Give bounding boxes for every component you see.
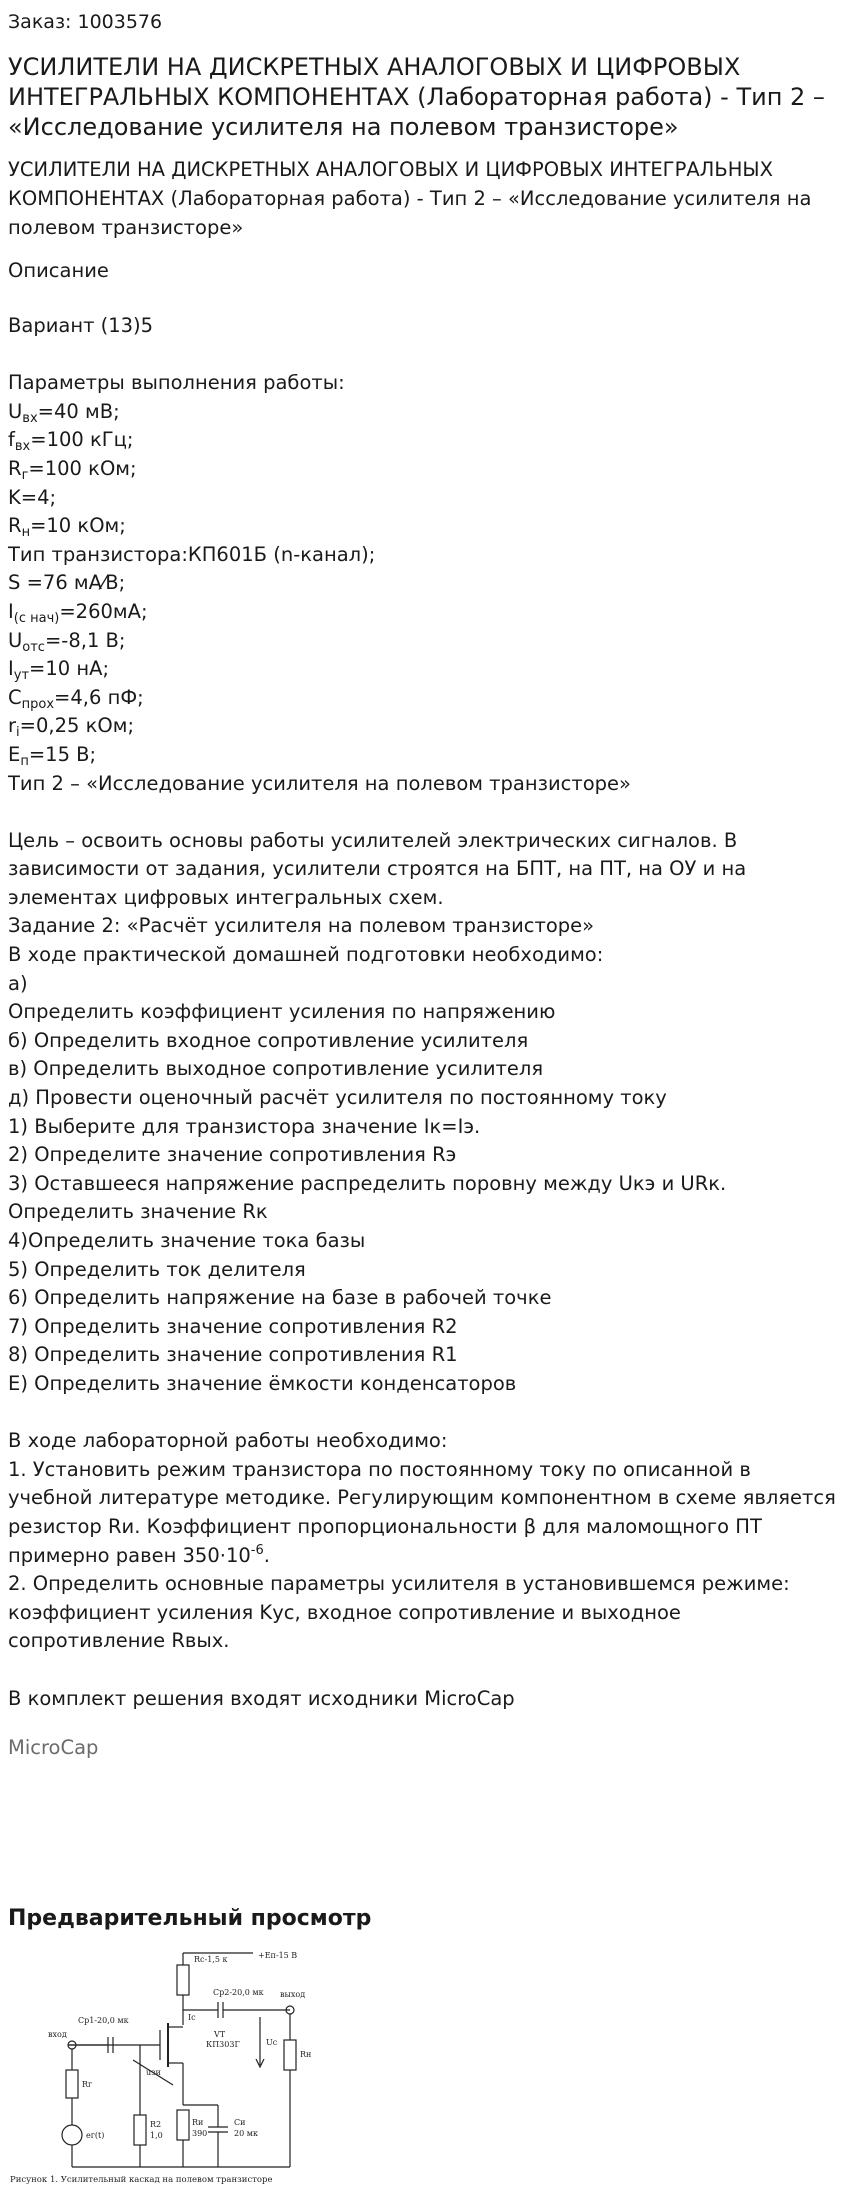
label-ri: Rи	[192, 2118, 204, 2127]
label-r2-value: 1,0	[150, 2131, 163, 2140]
param-s: S =76 мА⁄В;	[8, 571, 126, 595]
lab-item-1: 1. Установить режим транзистора по постоянному току по описанной в учебной литературе методике. Регулирующим компонентном в схеме является резистор Rи. Коэффициент пропорциональности β для маломощного ПТ примерно равен $350\cdot 10^{-6}$.	[8, 1457, 836, 1567]
description-body	[8, 312, 840, 1713]
label-en: +Eп-15 В	[258, 1951, 298, 1960]
label-cp1: Cр1-20,0 мк	[78, 2016, 129, 2025]
label-eg: eг(t)	[86, 2131, 105, 2140]
param-fvx: $f_{вх}=100$ кГц;	[8, 428, 134, 455]
label-vhod: вход	[48, 2030, 67, 2039]
home-item: в) Определить выходное сопротивление усилителя	[8, 1057, 544, 1081]
signal-source	[62, 2125, 82, 2145]
document	[8, 0, 840, 2185]
home-prep-header: В ходе практической домашней подготовки необходимо:	[8, 943, 604, 967]
figure-caption: Рисунок 1. Усилительный каскад на полевом транзисторе	[10, 2175, 273, 2185]
label-ci: Cи	[234, 2118, 246, 2127]
home-item: 8) Определить значение сопротивления R1	[8, 1343, 458, 1367]
label-uc: Uс	[266, 2038, 278, 2047]
label-vt: VT	[214, 2030, 226, 2039]
lab-item-2: 2. Определить основные параметры усилителя в установившемся режиме: коэффициент усиления Kус, входное сопротивление и выходное сопротивление Rвых.	[8, 1572, 790, 1653]
preview-title: Предварительный просмотр	[8, 1906, 372, 1931]
param-ri: $r_i=0,25$ кОм;	[8, 714, 135, 741]
home-item: 7) Определить значение сопротивления R2	[8, 1314, 458, 1338]
label-vt-type: КП303Г	[206, 2040, 240, 2049]
home-item: б) Определить входное сопротивление усилителя	[8, 1028, 529, 1052]
kit-note: В комплект решения входят исходники MicroCap	[8, 1686, 515, 1710]
home-item: д) Провести оценочный расчёт усилителя по постоянному току	[8, 1086, 667, 1110]
microcap-link[interactable]: MicroCap	[8, 1736, 99, 1760]
param-rg: $R_г=100$ кОм;	[8, 456, 137, 483]
label-ri-value: 390	[192, 2129, 208, 2138]
order-number: Заказ: 1003576	[8, 11, 163, 33]
label-ic: Iс	[188, 2013, 196, 2022]
param-en: $E_п=15$ В;	[8, 742, 97, 769]
label-uzi: uзи	[146, 2068, 161, 2077]
resistor-rn	[284, 2040, 296, 2070]
param-type: Тип 2 – «Исследование усилителя на полевом транзисторе»	[8, 771, 631, 795]
param-cprox: $C_{прох}=4,6$ пФ;	[8, 685, 144, 712]
param-uvx: $U_{вх}=40$ мВ;	[8, 399, 120, 426]
home-item: 4)Определить значение тока базы	[8, 1229, 366, 1252]
param-k: K=4;	[8, 485, 57, 509]
param-iut: $I_{ут}=10$ нА;	[8, 657, 110, 684]
param-transistor: Тип транзистора:КП601Б (n-канал);	[8, 542, 376, 566]
resistor-ri	[177, 2110, 189, 2140]
label-rc: Rс-1,5 к	[194, 1955, 228, 1964]
home-item: 5) Определить ток делителя	[8, 1257, 306, 1281]
circuit-diagram	[8, 1945, 368, 2185]
home-item: E) Определить значение ёмкости конденсаторов	[8, 1371, 517, 1395]
resistor-rc	[177, 1965, 189, 1995]
variant: Вариант (13)5	[8, 314, 154, 337]
home-item: 6) Определить напряжение на базе в рабочей точке	[8, 1286, 552, 1310]
param-ic: $I_{(с нач)}=260мА$;	[8, 599, 148, 626]
home-item: 1) Выберите для транзистора значение Iк=Iэ.	[8, 1114, 481, 1138]
params-header: Параметры выполнения работы:	[8, 371, 345, 395]
label-rg: Rг	[82, 2080, 93, 2089]
param-uots: $U_{отс}=-8,1$ В;	[8, 628, 126, 655]
label-cp2: Cр2-20,0 мк	[213, 1988, 264, 1997]
task-title: Задание 2: «Расчёт усилителя на полевом транзисторе»	[8, 914, 595, 938]
label-vyhod: выход	[280, 1990, 306, 1999]
goal-text: Цель – освоить основы работы усилителей электрических сигналов. В зависимости от задания, усилители строятся на БПТ, на ПТ, на ОУ и на элементах цифровых интегральных схем.	[8, 828, 747, 909]
label-rn: Rн	[300, 2050, 312, 2059]
param-rn: $R_н=10$ кОм;	[8, 514, 126, 541]
label-ci-value: 20 мк	[234, 2129, 258, 2138]
label-r2: R2	[150, 2120, 162, 2129]
resistor-r2	[134, 2115, 146, 2145]
description-label: Описание	[8, 259, 109, 282]
resistor-rg	[66, 2070, 78, 2098]
page-subtitle: УСИЛИТЕЛИ НА ДИСКРЕТНЫХ АНАЛОГОВЫХ И ЦИФРОВЫХ ИНТЕГРАЛЬНЫХ КОМПОНЕНТАХ (Лабораторная работа) - Тип 2 – «Исследование усилителя на полевом транзисторе»	[8, 158, 812, 239]
home-item: 3) Оставшееся напряжение распределить поровну между Uкэ и URк. Определить значение Rк	[8, 1171, 727, 1224]
lab-header: В ходе лабораторной работы необходимо:	[8, 1429, 448, 1453]
home-item: а)	[8, 971, 28, 995]
home-item: Определить коэффициент усиления по напряжению	[8, 1000, 556, 1024]
page-title: УСИЛИТЕЛИ НА ДИСКРЕТНЫХ АНАЛОГОВЫХ И ЦИФРОВЫХ ИНТЕГРАЛЬНЫХ КОМПОНЕНТАХ (Лабораторная работа) - Тип 2 – «Исследование усилителя на полевом транзисторе»	[8, 53, 825, 141]
circuit-figure	[8, 1945, 368, 2185]
home-item: 2) Определите значение сопротивления Rэ	[8, 1143, 457, 1167]
